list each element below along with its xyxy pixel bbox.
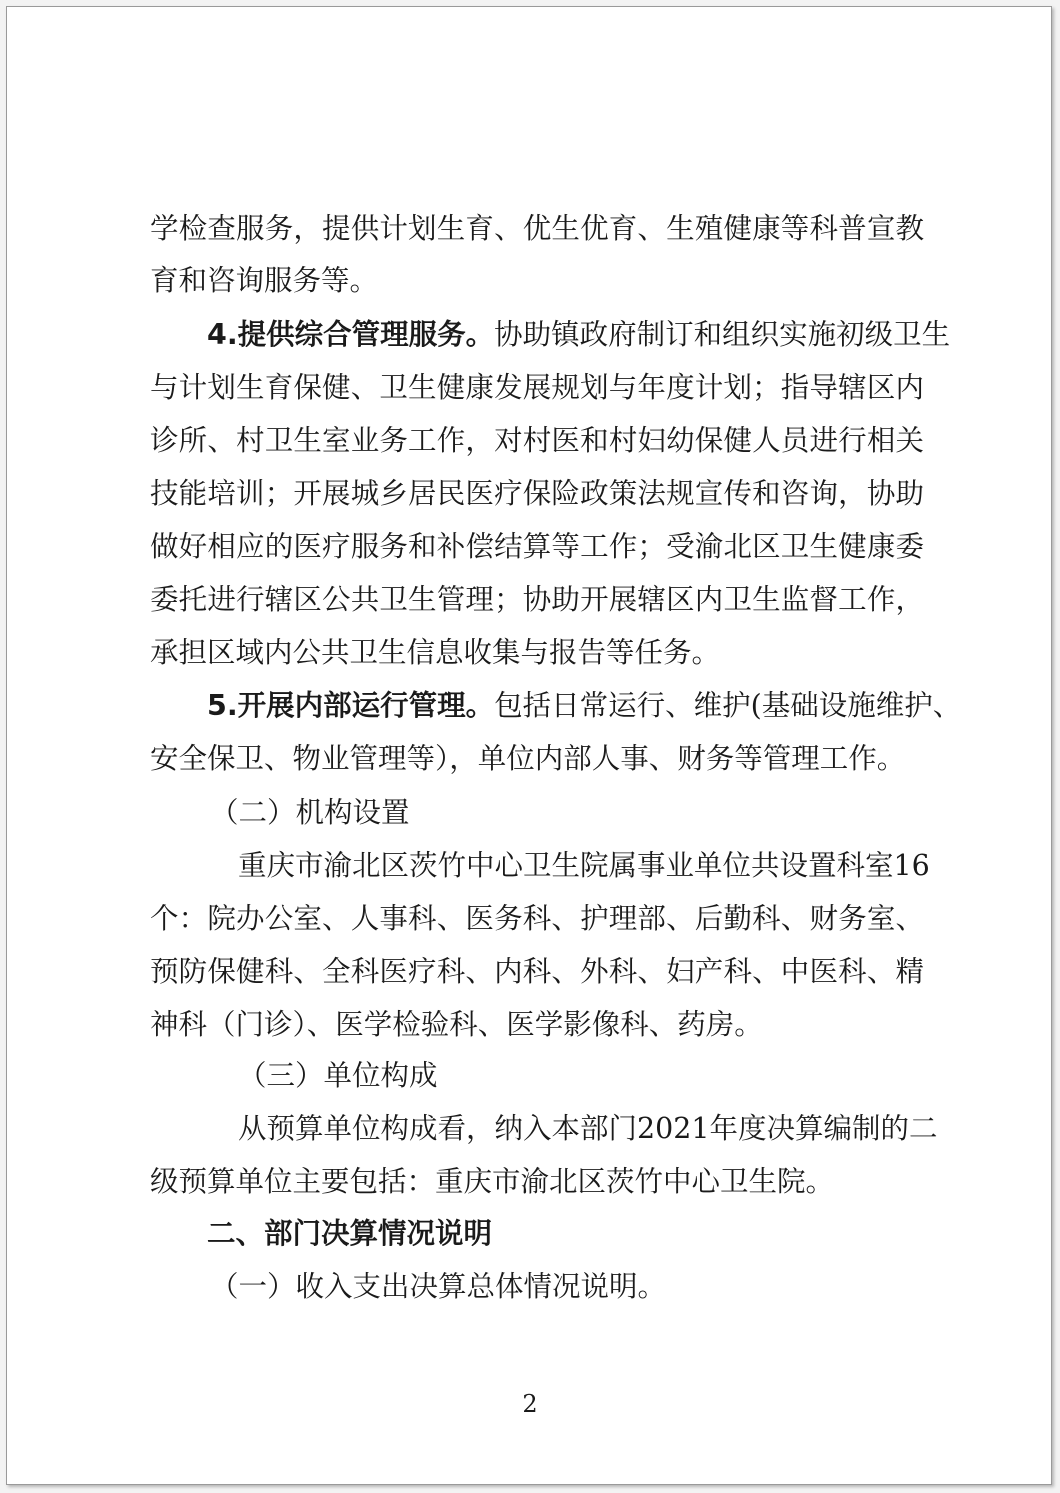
- paragraph-line: 级预算单位主要包括：重庆市渝北区茨竹中心卫生院。: [150, 1165, 835, 1198]
- section-heading: （三）单位构成: [238, 1059, 438, 1092]
- document-page: [6, 6, 1052, 1485]
- paragraph-line: 重庆市渝北区茨竹中心卫生院属事业单位共设置科室16: [238, 849, 930, 882]
- paragraph-line: 诊所、村卫生室业务工作，对村医和村妇幼保健人员进行相关: [150, 424, 924, 457]
- paragraph-text: 协助镇政府制订和组织实施初级卫生: [494, 318, 951, 351]
- paragraph-line: 安全保卫、物业管理等），单位内部人事、财务等管理工作。: [150, 742, 906, 775]
- paragraph-line: 从预算单位构成看，纳入本部门2021年度决算编制的二: [238, 1112, 938, 1145]
- paragraph-line: 委托进行辖区公共卫生管理；协助开展辖区内卫生监督工作，: [150, 583, 924, 616]
- item-heading: 4.提供综合管理服务。: [207, 318, 495, 351]
- paragraph-line: 育和咨询服务等。: [150, 264, 379, 297]
- paragraph-line: 技能培训；开展城乡居民医疗保险政策法规宣传和咨询，协助: [150, 477, 924, 510]
- paragraph-line: 个：院办公室、人事科、医务科、护理部、后勤科、财务室、: [150, 902, 924, 935]
- section-heading: （一）收入支出决算总体情况说明。: [210, 1270, 667, 1303]
- paragraph-line: 预防保健科、全科医疗科、内科、外科、妇产科、中医科、精: [150, 955, 924, 988]
- chapter-heading: 二、部门决算情况说明: [207, 1217, 493, 1250]
- paragraph-line: 神科（门诊）、医学检验科、医学影像科、药房。: [150, 1008, 763, 1041]
- section-heading: （二）机构设置: [210, 796, 410, 829]
- paragraph-line: [207, 686, 962, 726]
- page-number: 2: [522, 1390, 538, 1418]
- paragraph-line: 学检查服务，提供计划生育、优生优育、生殖健康等科普宣教: [150, 212, 924, 245]
- paragraph-line: 承担区域内公共卫生信息收集与报告等任务。: [150, 636, 721, 669]
- paragraph-text: 包括日常运行、维护(基础设施维护、: [494, 689, 962, 722]
- paragraph-line: [207, 315, 951, 355]
- paragraph-line: 与计划生育保健、卫生健康发展规划与年度计划；指导辖区内: [150, 371, 924, 404]
- paragraph-line: 做好相应的医疗服务和补偿结算等工作；受渝北区卫生健康委: [150, 530, 924, 563]
- item-heading: 5.开展内部运行管理。: [207, 689, 495, 722]
